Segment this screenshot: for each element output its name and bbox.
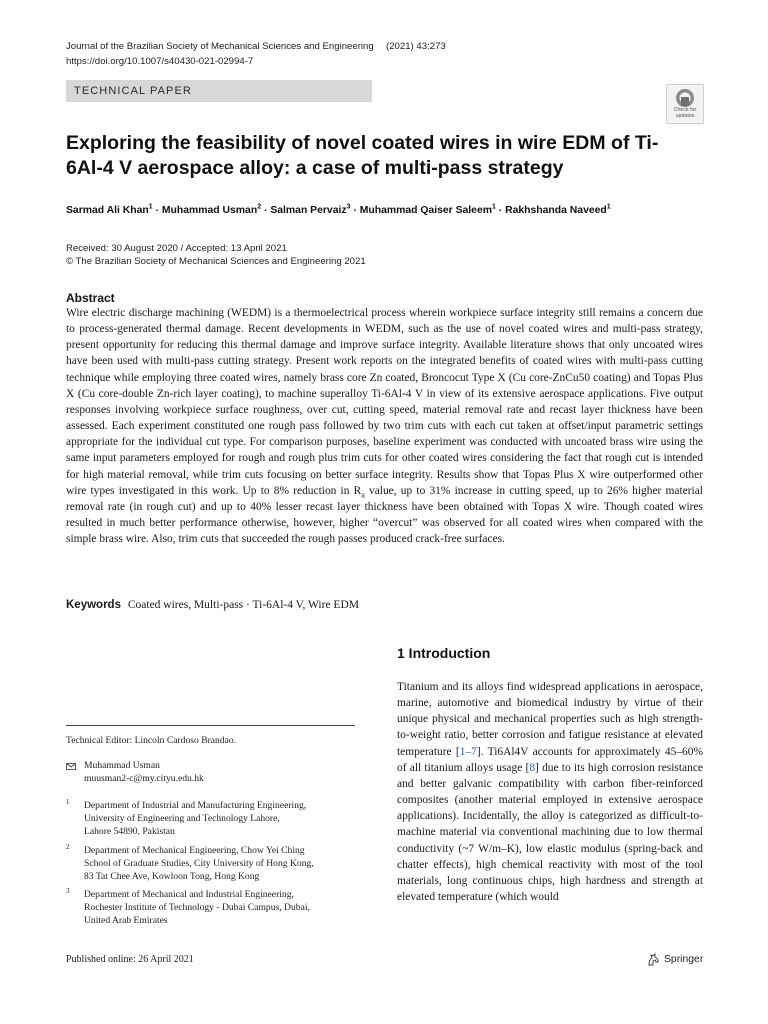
article-history (66, 242, 366, 268)
check-for-updates-badge[interactable] (666, 84, 704, 124)
keywords (66, 599, 359, 611)
introduction-body: Titanium and its alloys find widespread applications in aerospace, marine, automotive and biomedical industry by virtue of their unique physical and mechanical properties such as high strength-to-weight ratio, better corrosion and fatigue resistance at elevated temperature [1–7]. Ti6Al4V accounts for approximately 45–60% of all titanium alloys usage [8] due to its high corrosion resistance and better galvanic compatibility with carbon fiber-reinforced composites (another material employed in extensive aerospace applications). Incidentally, the alloy is categorized as difficult-to-machine material via conventional machining due to low thermal conductivity (~7 W/m–K), low elastic modulus (spring-back and chatter effects), high chemical reactivity with most of the tool materials, long continuous chips, high hardness and strength at elevated temperature (which would (397, 681, 704, 904)
footnote-divider (66, 725, 355, 726)
abstract-heading: Abstract (66, 291, 115, 305)
affiliation-number: 3 (66, 887, 70, 895)
badge-line-1: Check for (673, 107, 697, 113)
keywords-text: Coated wires, Multi-pass · Ti-6Al-4 V, Wire EDM (127, 599, 359, 611)
affiliation-3: Department of Mechanical and Industrial Engineering, Rochester Institute of Technology - Dubai Campus, Dubai, United Arab Emirates (84, 889, 310, 926)
citation-link[interactable]: 1–7 (459, 745, 477, 758)
article-type-band: TECHNICAL PAPER (66, 80, 372, 102)
author[interactable]: Muhammad Usman$^2$ (161, 204, 262, 217)
author-list: Sarmad Ali Khan$^1$ · Muhammad Usman$^2$ · Salman Pervaiz$^3$ · Muhammad Qaiser Saleem$^1$ · Rakhshanda Naveed$^1$ (66, 204, 611, 217)
envelope-icon (66, 763, 76, 770)
received-accepted-dates: Received: 30 August 2020 / Accepted: 13 April 2021 (66, 243, 287, 254)
keywords-label: Keywords (66, 599, 121, 611)
abstract-body: Wire electric discharge machining (WEDM) is a thermoelectrical process wherein workpiece surface integrity still remains a concern due to process-generated thermal damage. Recent developments in WEDM, such as the use of novel coated wires and multi-pass strategy, present opportunity for reducing this thermal damage and improve surface integrity. Available literature shows that only uncoated wires have been used with multi-pass cutting strategy. Present work reports on the integrated benefits of coated wires with multi-pass cutting technique while employing three coated wires, namely brass core Zn coated, Broncocut Type X (Cu core-ZnCu50 coating) and Topas Plus X (Cu core-double Zn-rich layer coating), to machine superalloy Ti-6Al-4 V in view of its extensive aerospace applications. Five output responses involving workpiece surface roughness, over cut, cutting speed, material removal rate and recast layer thickness have been assessed. Each experiment constituted one rough pass followed by two trim cuts with each cut taken at offset/input parametric settings appropriate for the individual cut type. For comparison purposes, baseline experiment was conducted with uncoated brass wire using the same input parameters employed for rough and rough plus trim cuts for other coated wires considering the fact that rough cut is intended for high material removal, while trim cuts focusing on better surface integrity. Results show that Topas Plus X wire outperformed other wire types investigated in this work. Up to 8% reduction in $R_a$ value, up to 31% increase in cutting speed, up to 26% higher material removal rate (in rough cut) and up to 40% lesser recast layer thickness have been obtained with Topas X wire. Though coated wires resulted in much better performance otherwise, however, higher “overcut” was observed for all coated wires when compared with the simple brass wire. Also, trim cuts that succeeded the rough passes produced crack-free surfaces. (66, 307, 703, 546)
journal-title: Journal of the Brazilian Society of Mechanical Sciences and Engineering (66, 41, 374, 52)
affiliation-1: Department of Industrial and Manufacturing Engineering, University of Engineering and Technology Lahore, Lahore 54890, Pakistan (84, 800, 307, 837)
technical-editor: Technical Editor: Lincoln Cardoso Brandao. (66, 735, 237, 746)
citation-link[interactable]: 8 (529, 761, 536, 774)
publisher-name: Springer (664, 954, 704, 965)
author[interactable]: Rakhshanda Naveed$^1$ (505, 204, 611, 217)
check-updates-icon (675, 88, 695, 108)
publisher-logo (646, 953, 703, 966)
corresponding-author (84, 759, 204, 785)
badge-line-2: updates (675, 112, 695, 119)
section-heading-introduction: 1 Introduction (397, 645, 491, 661)
journal-year-volume: (2021) 43:273 (386, 41, 446, 52)
doi-link[interactable]: https://doi.org/10.1007/s40430-021-02994-7 (66, 56, 254, 67)
paper-title: Exploring the feasibility of novel coated wires in wire EDM of Ti-6Al-4 V aerospace alloy: a case of multi-pass strategy (66, 132, 659, 179)
affiliation-number: 1 (66, 798, 70, 806)
author[interactable]: Salman Pervaiz$^3$ (270, 204, 351, 217)
springer-horse-icon (646, 953, 660, 966)
corresponding-author-name: Muhammad Usman (84, 760, 160, 771)
author[interactable]: Sarmad Ali Khan$^1$ (66, 204, 153, 217)
corresponding-author-email[interactable]: muusman2-c@my.cityu.edu.hk (84, 773, 204, 784)
journal-name (66, 41, 446, 52)
affiliation-2: Department of Mechanical Engineering, Chow Yei Ching School of Graduate Studies, City University of Hong Kong, 83 Tat Chee Ave, Kowloon Tong, Hong Kong (84, 845, 314, 882)
published-online-date: Published online: 26 April 2021 (66, 954, 194, 965)
affiliation-number: 2 (66, 843, 70, 851)
author[interactable]: Muhammad Qaiser Saleem$^1$ (359, 204, 496, 217)
copyright-line: © The Brazilian Society of Mechanical Sciences and Engineering 2021 (66, 256, 366, 267)
